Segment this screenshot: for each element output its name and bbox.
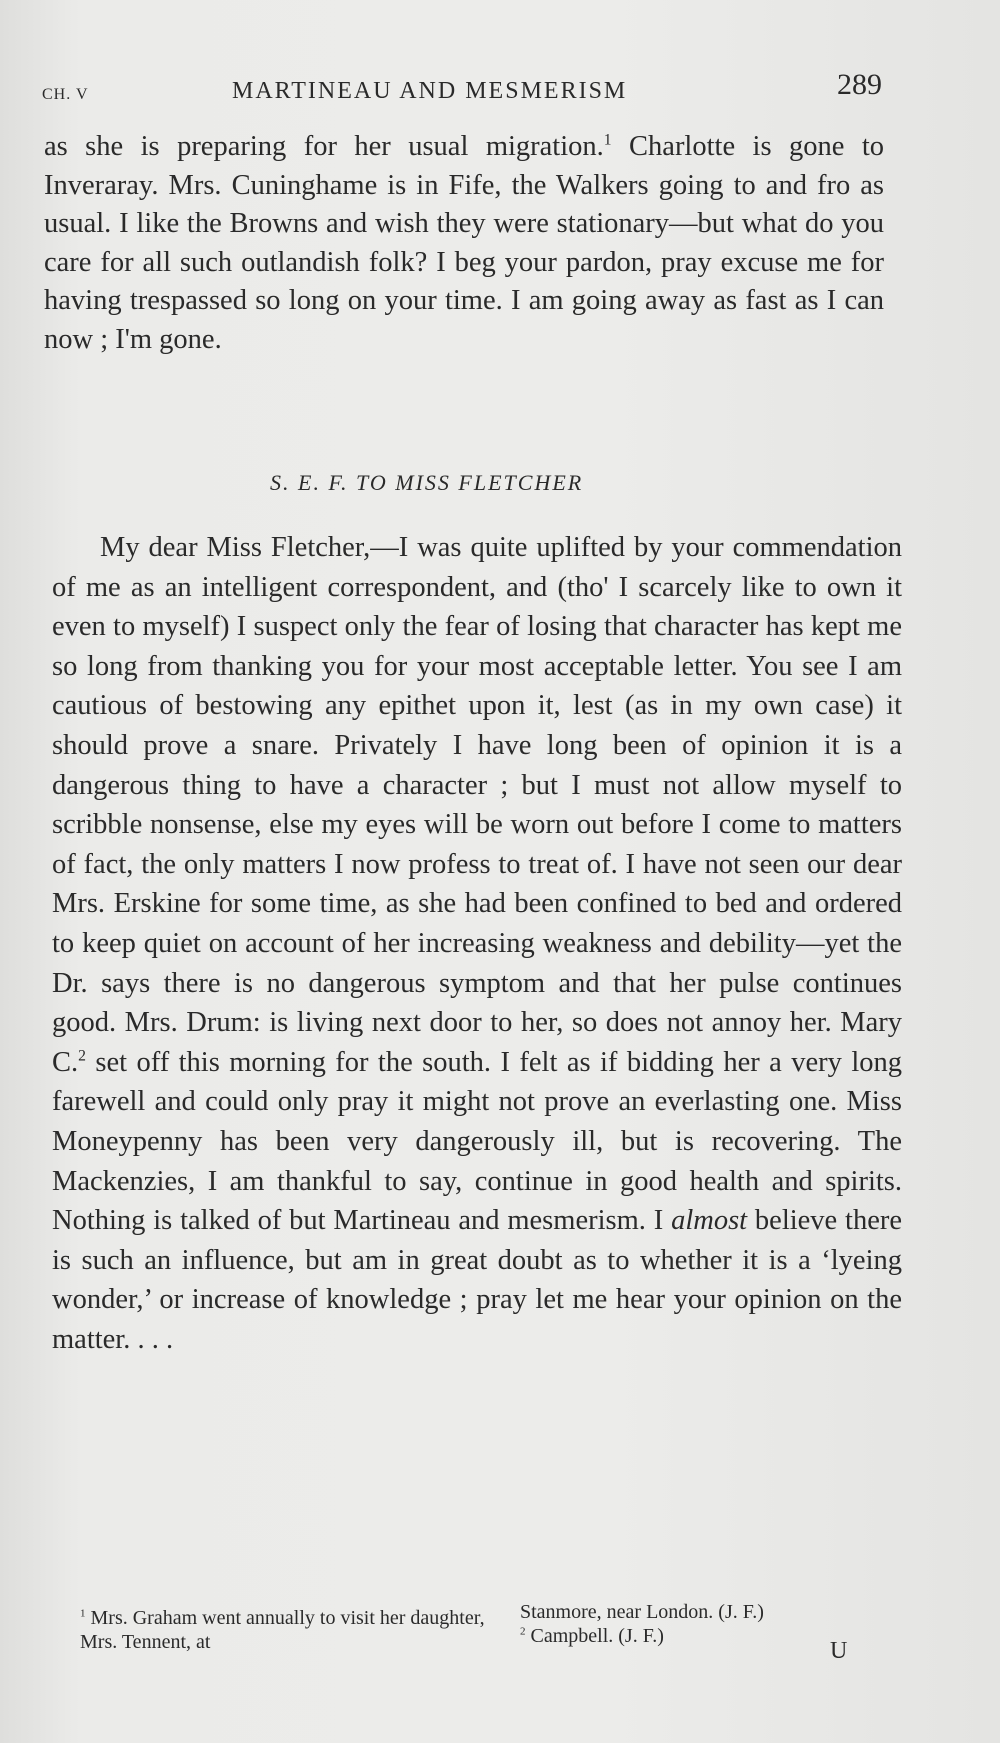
letter-text-part-1: My dear Miss Fletcher,—I was quite uplifted by your commendation of me as an intelligent correspondent, and (tho' I scarcely like to own it even to myself) I suspect only the fear of losing that character has kept me so long from thanking you for your most acceptable letter. You see I am cautious of bestowing any epithet upon it, lest (as in my own case) it should prove a snare. Privately I have long been of opinion it is a dangerous thing to have a character ; but I must not allow myself to scribble nonsense, else my eyes will be worn out before I come to matters of fact, the only matters I now profess to treat of. I have not seen our dear Mrs. Erskine for some time, as she had been confined to bed and ordered to keep quiet on account of her increasing weakness and debility—yet the Dr. says there is no dangerous symptom and that her pulse continues good. Mrs. Drum: is living next door to her, so does not annoy her. Mary C. xyxy=(52,532,902,1078)
chapter-label: CH. V xyxy=(42,86,89,103)
letter-paragraph xyxy=(52,528,902,1359)
letter-heading: S. E. F. TO MISS FLETCHER xyxy=(270,470,584,495)
footnote-1-text: Mrs. Graham went annually to visit her daughter, Mrs. Tennent, at xyxy=(80,1607,485,1653)
continuation-paragraph xyxy=(44,128,884,359)
continuation-text xyxy=(44,128,884,359)
footnote-2-marker: 2 xyxy=(520,1625,526,1638)
footnote-1 xyxy=(80,1606,500,1654)
signature-mark: U xyxy=(830,1638,848,1664)
running-title: MARTINEAU AND MESMERISM xyxy=(232,78,628,104)
footnote-1-marker: 1 xyxy=(80,1607,86,1620)
continuation-text-rest: Charlotte is gone to Inveraray. Mrs. Cuninghame is in Fife, the Walkers going to and fro as usual. I like the Browns and wish they were stationary—but what do you care for all such outlandish folk? I beg your pardon, pray excuse me for having trespassed so long on your time. I am going away as fast as I can now ; I'm gone. xyxy=(44,131,884,355)
letter-text-part-2: set off this morning for the south. I felt as if bidding her a very long farewell and could only pray it might not prove an everlasting one. Miss Moneypenny has been very dangerously ill, but is recovering. The Mackenzies, I am thankful to say, continue in good health and spirits. Nothing is talked of but Martineau and mesmerism. I xyxy=(52,1046,902,1237)
running-header xyxy=(42,68,882,108)
emphasized-word: almost xyxy=(671,1205,748,1237)
continuation-text-start: as she is preparing for her usual migration. xyxy=(44,131,604,162)
footnote-marker-1: 1 xyxy=(603,131,612,149)
page-number: 289 xyxy=(837,68,882,101)
footnotes xyxy=(80,1600,880,1670)
footnote-1-continued: Stanmore, near London. (J. F.) xyxy=(520,1601,764,1623)
footnote-2-text: Campbell. (J. F.) xyxy=(525,1625,664,1647)
footnote-marker-2: 2 xyxy=(78,1047,86,1065)
letter-body xyxy=(52,528,902,1359)
letter-text-part-3: believe there is such an influence, but am in great doubt as to whether it is a ‘lyeing wonder,’ or increase of knowledge ; pray let me hear your opinion on the matter. . . . xyxy=(52,1205,903,1355)
